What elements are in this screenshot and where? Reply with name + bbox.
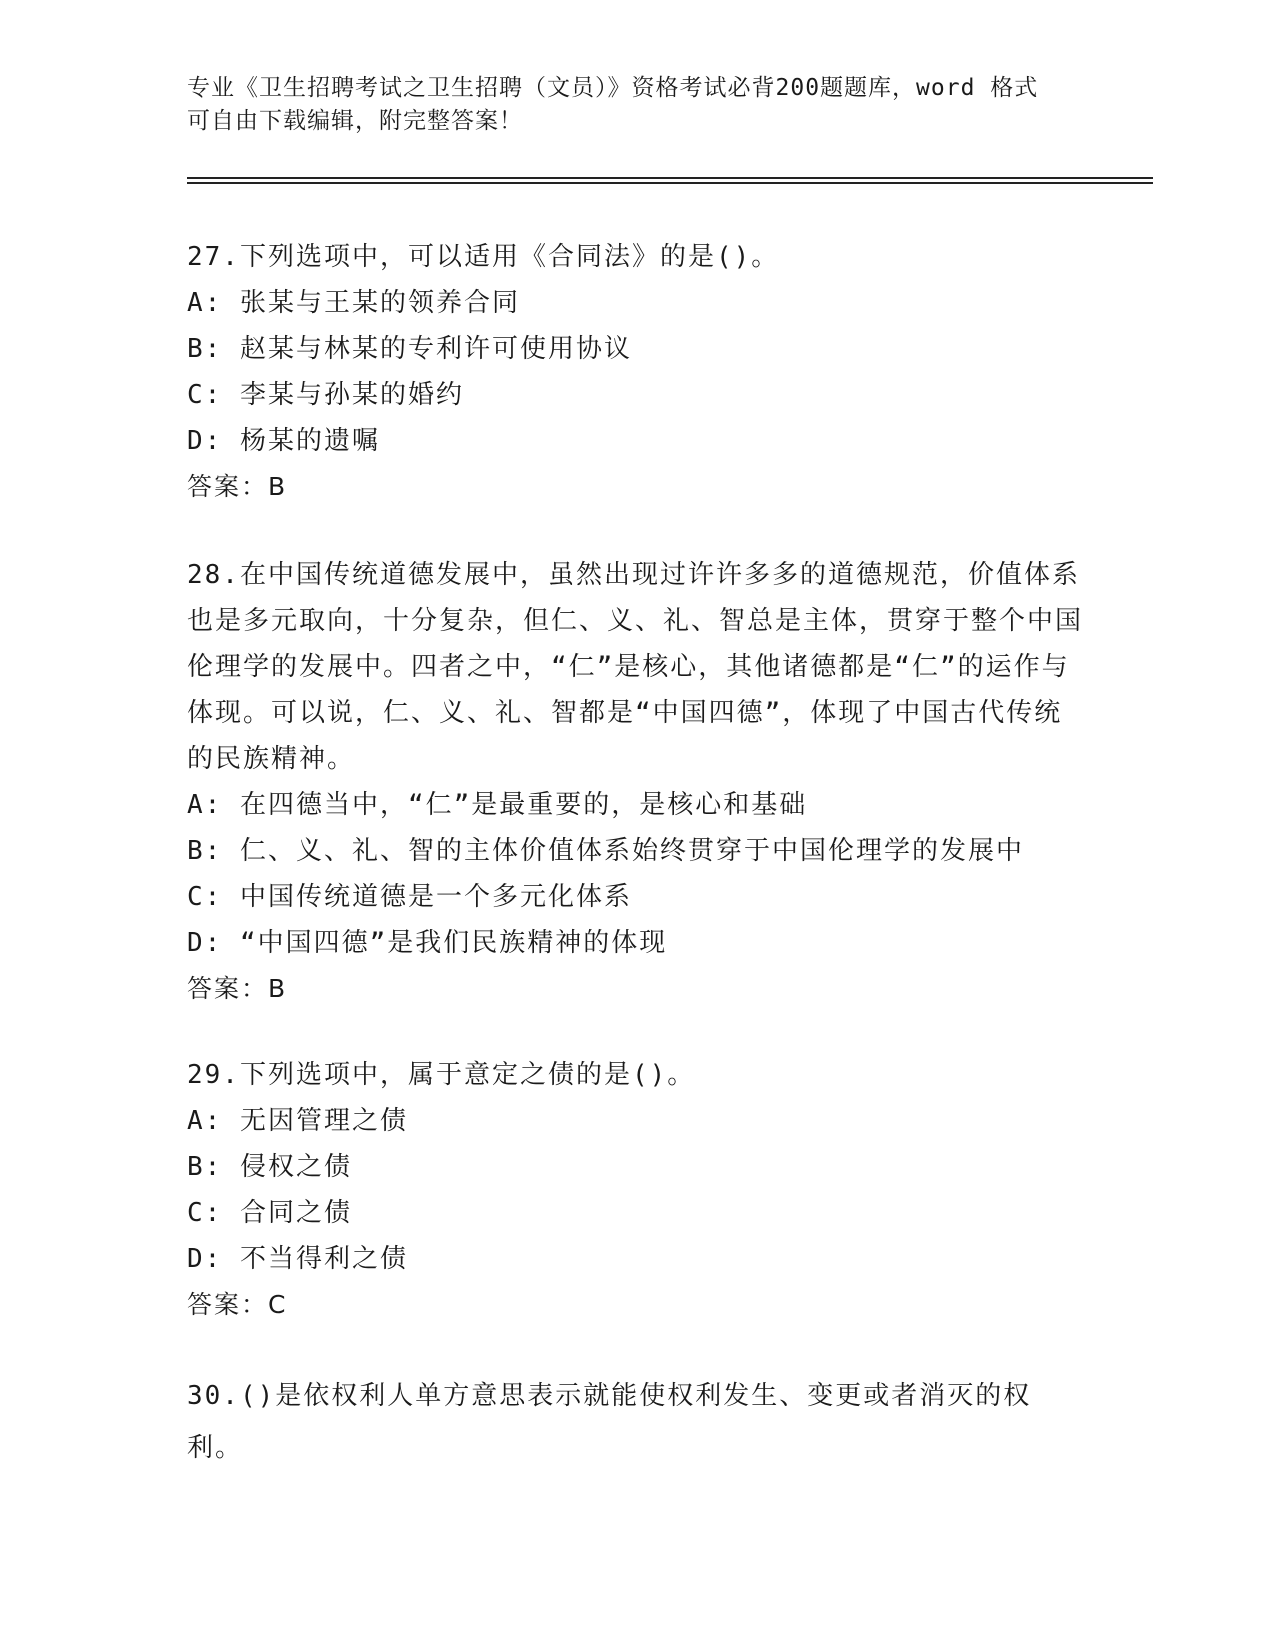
answer: 答案：C	[187, 1290, 288, 1319]
option-d: D: 不当得利之债	[187, 1244, 408, 1274]
answer: 答案：B	[187, 974, 288, 1003]
question-27	[187, 234, 1087, 510]
option-c: C: 李某与孙某的婚约	[187, 380, 464, 410]
question-stem: 29.下列选项中，属于意定之债的是()。	[187, 1060, 696, 1090]
option-b: B: 仁、义、礼、智的主体价值体系始终贯穿于中国伦理学的发展中	[187, 836, 1024, 866]
document-header	[187, 72, 1077, 138]
option-a: A: 在四德当中，“仁”是最重要的，是核心和基础	[187, 790, 808, 820]
answer: 答案：B	[187, 472, 288, 501]
question-stem: 28.在中国传统道德发展中，虽然出现过许许多多的道德规范，价值体系也是多元取向，十分复杂，但仁、义、礼、智总是主体，贯穿于整个中国伦理学的发展中。四者之中，“仁”是核心，其他诸德都是“仁”的运作与体现。可以说，仁、义、礼、智都是“中国四德”，体现了中国古代传统的民族精神。	[187, 560, 1084, 774]
question-stem: 30.()是依权利人单方意思表示就能使权利发生、变更或者消灭的权利。	[187, 1381, 1032, 1463]
option-b: B: 赵某与林某的专利许可使用协议	[187, 334, 632, 364]
header-line-2: 可自由下载编辑，附完整答案！	[187, 108, 523, 134]
question-28	[187, 552, 1087, 1012]
option-b: B: 侵权之债	[187, 1152, 352, 1182]
question-29	[187, 1052, 1087, 1328]
question-30	[187, 1370, 1087, 1474]
option-a: A: 张某与王某的领养合同	[187, 288, 520, 318]
option-c: C: 合同之债	[187, 1198, 352, 1228]
question-stem: 27.下列选项中，可以适用《合同法》的是()。	[187, 242, 780, 272]
header-line-1: 专业《卫生招聘考试之卫生招聘（文员）》资格考试必背200题题库，word 格式	[187, 75, 1039, 101]
option-d: D: 杨某的遗嘱	[187, 426, 380, 456]
option-d: D: “中国四德”是我们民族精神的体现	[187, 928, 668, 958]
option-a: A: 无因管理之债	[187, 1106, 408, 1136]
header-divider-bottom	[187, 182, 1153, 184]
header-divider-top	[187, 177, 1153, 179]
option-c: C: 中国传统道德是一个多元化体系	[187, 882, 632, 912]
